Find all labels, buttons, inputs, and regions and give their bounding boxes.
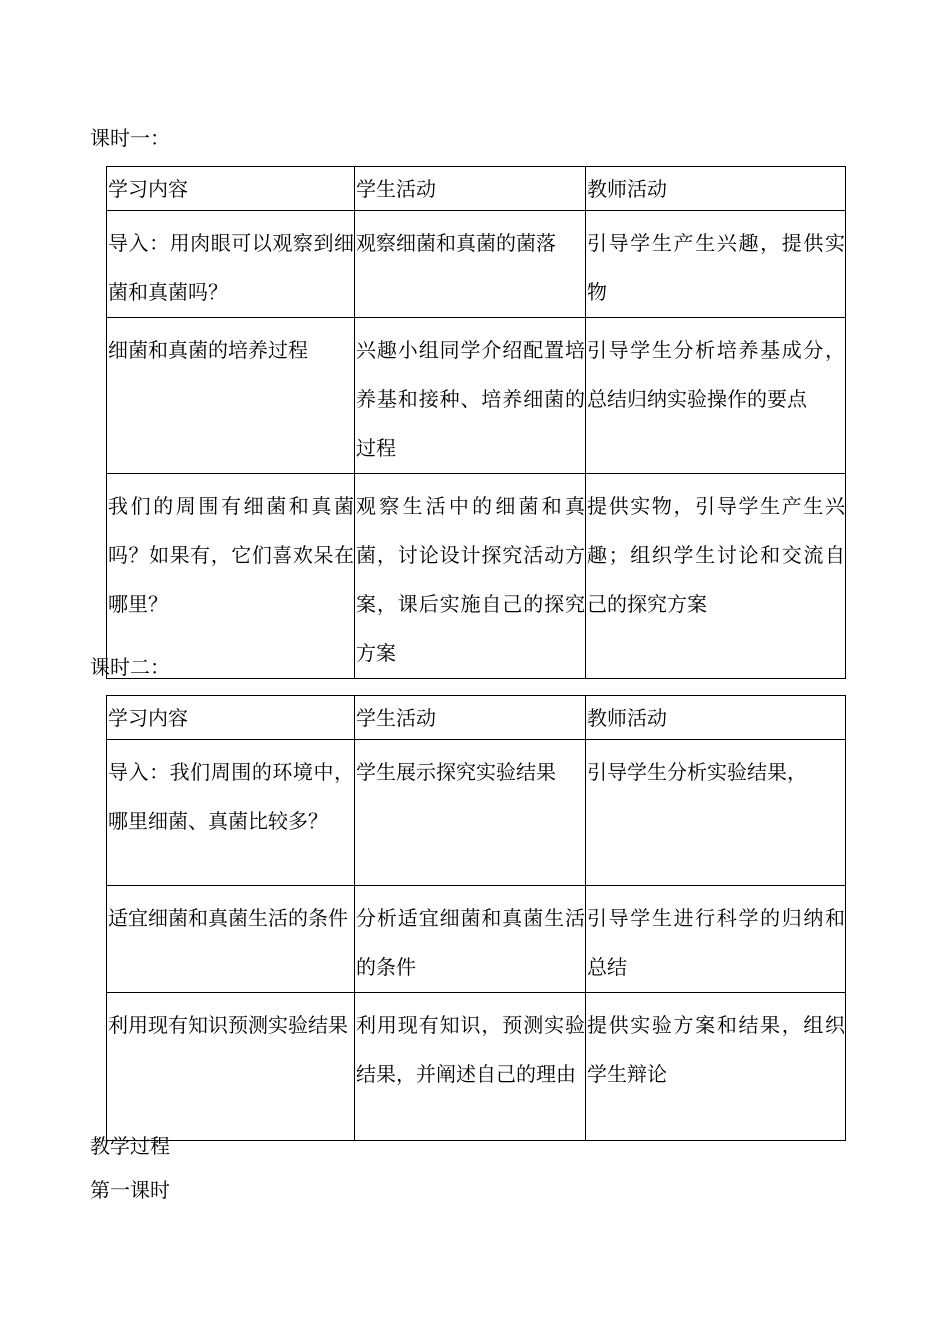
cell-content: 利用现有知识预测实验结果 (107, 993, 355, 1141)
cell-teacher: 引导学生产生兴趣，提供实物 (586, 211, 846, 318)
session1-label: 课时一： (90, 126, 170, 150)
session2-label: 课时二： (90, 655, 170, 679)
table-row (107, 211, 846, 318)
header-content: 学习内容 (107, 167, 355, 211)
cell-teacher: 引导学生分析实验结果， (586, 740, 846, 886)
cell-teacher: 引导学生分析培养基成分，总结归纳实验操作的要点 (586, 318, 846, 474)
cell-student: 观察生活中的细菌和真菌，讨论设计探究活动方案，课后实施自己的探究方案 (355, 474, 586, 679)
table-row (107, 993, 846, 1141)
cell-content: 导入：我们周围的环境中，哪里细菌、真菌比较多？ (107, 740, 355, 886)
header-content: 学习内容 (107, 696, 355, 740)
table-header-row (107, 696, 846, 740)
cell-student: 利用现有知识，预测实验结果，并阐述自己的理由 (355, 993, 586, 1141)
cell-student: 兴趣小组同学介绍配置培养基和接种、培养细菌的过程 (355, 318, 586, 474)
header-student: 学生活动 (355, 167, 586, 211)
header-teacher: 教师活动 (586, 167, 846, 211)
table-header-row (107, 167, 846, 211)
session2-table (106, 695, 846, 1141)
table-row (107, 886, 846, 993)
cell-teacher: 提供实验方案和结果，组织学生辩论 (586, 993, 846, 1141)
header-student: 学生活动 (355, 696, 586, 740)
cell-student: 分析适宜细菌和真菌生活的条件 (355, 886, 586, 993)
process-heading: 教学过程 (90, 1134, 170, 1158)
cell-content: 导入：用肉眼可以观察到细菌和真菌吗？ (107, 211, 355, 318)
cell-student: 观察细菌和真菌的菌落 (355, 211, 586, 318)
table-row (107, 318, 846, 474)
cell-content: 我们的周围有细菌和真菌吗？如果有，它们喜欢呆在哪里？ (107, 474, 355, 679)
cell-teacher: 提供实物，引导学生产生兴趣；组织学生讨论和交流自己的探究方案 (586, 474, 846, 679)
cell-student: 学生展示探究实验结果 (355, 740, 586, 886)
table-row (107, 740, 846, 886)
session1-table (106, 166, 846, 679)
table-row (107, 474, 846, 679)
header-teacher: 教师活动 (586, 696, 846, 740)
cell-content: 细菌和真菌的培养过程 (107, 318, 355, 474)
cell-teacher: 引导学生进行科学的归纳和总结 (586, 886, 846, 993)
cell-content: 适宜细菌和真菌生活的条件 (107, 886, 355, 993)
first-lesson-heading: 第一课时 (90, 1178, 170, 1202)
